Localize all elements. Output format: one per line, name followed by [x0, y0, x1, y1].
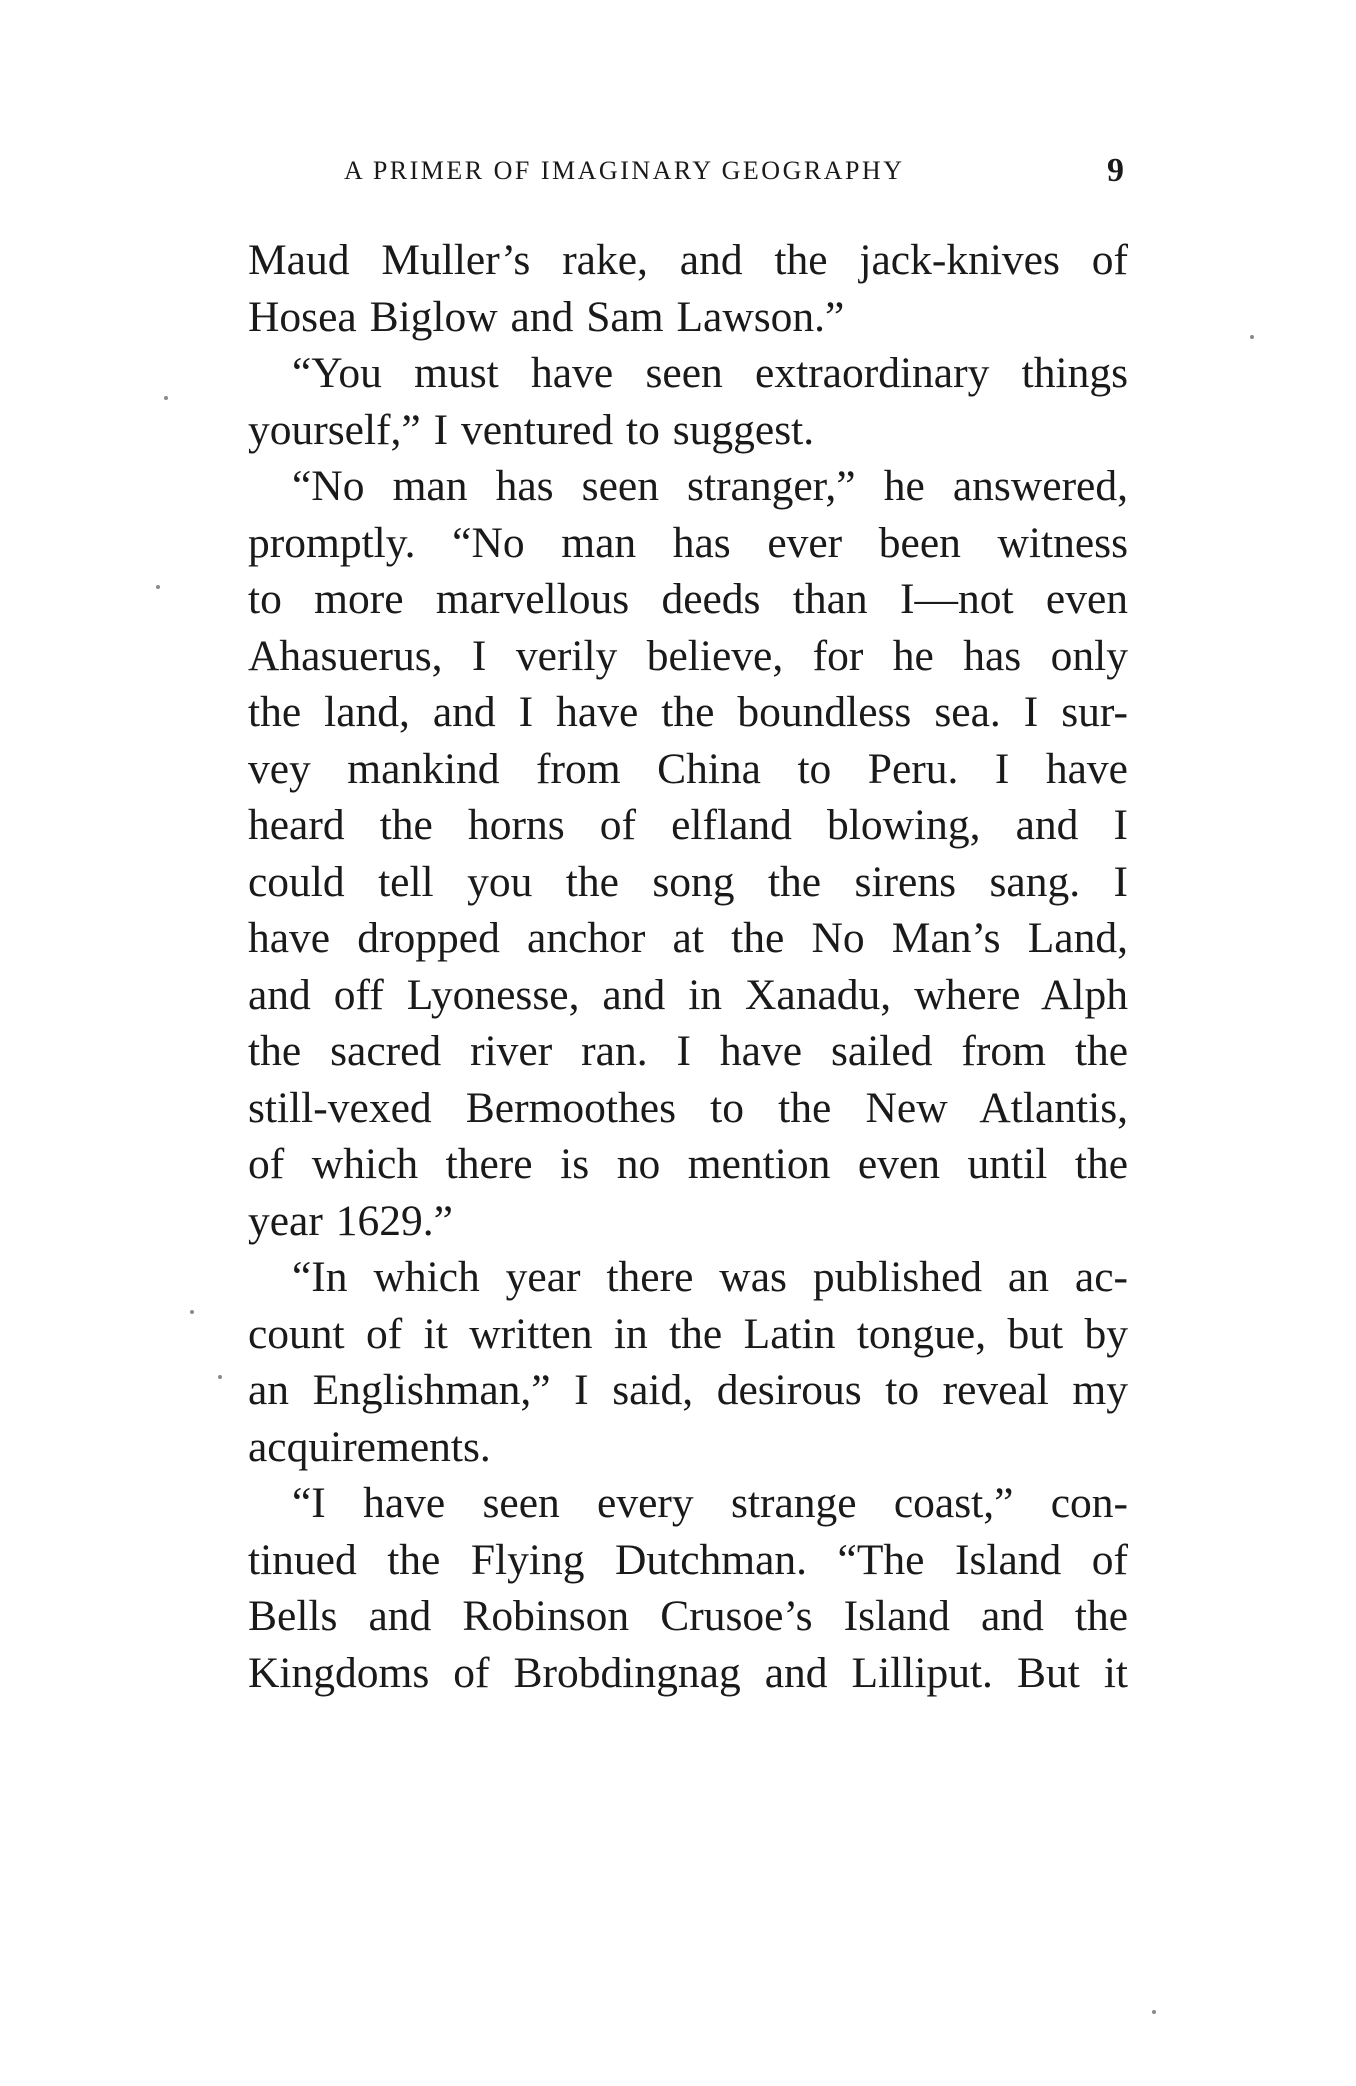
text-line: count of it written in the Latin tongue, but by: [248, 1309, 1128, 1358]
running-head: [248, 152, 1128, 196]
text-line: “I have seen every strange coast,” con-: [292, 1479, 1128, 1527]
text-line: Maud Muller’s rake, and the jack-knives of: [248, 236, 1128, 284]
page-number: 9: [1107, 152, 1124, 189]
text-line: Ahasuerus, I verily believe, for he has only: [248, 631, 1128, 680]
text-line: heard the horns of elfland blowing, and I: [248, 801, 1128, 849]
scan-speck: [218, 1375, 222, 1379]
text-line: “In which year there was published an ac-: [292, 1253, 1128, 1301]
text-line: year 1629.”: [248, 1196, 453, 1245]
text-line: “You must have seen extraordinary things: [292, 349, 1128, 397]
text-line: still-vexed Bermoothes to the New Atlantis,: [248, 1083, 1128, 1132]
text-line: acquirements.: [248, 1422, 491, 1471]
running-title: A PRIMER OF IMAGINARY GEOGRAPHY: [344, 156, 905, 185]
text-line: Bells and Robinson Crusoe’s Island and the: [248, 1592, 1128, 1640]
text-line: yourself,” I ventured to suggest.: [248, 405, 815, 454]
text-line: and off Lyonesse, and in Xanadu, where Alph: [248, 970, 1128, 1019]
scan-speck: [190, 1310, 194, 1314]
text-line: to more marvellous deeds than I—not even: [248, 575, 1128, 623]
body-text: [248, 232, 1128, 1701]
text-line: tinued the Flying Dutchman. “The Island of: [248, 1535, 1128, 1584]
text-line: have dropped anchor at the No Man’s Land,: [248, 914, 1128, 962]
scan-speck: [164, 396, 168, 400]
text-line: could tell you the song the sirens sang. I: [248, 857, 1128, 906]
text-line: the land, and I have the boundless sea. I sur-: [248, 688, 1128, 736]
scan-speck: [1152, 2010, 1156, 2014]
scan-speck: [156, 585, 160, 589]
text-line: the sacred river ran. I have sailed from the: [248, 1027, 1128, 1075]
text-line: Kingdoms of Brobdingnag and Lilliput. But it: [248, 1648, 1128, 1697]
scan-speck: [1250, 335, 1254, 339]
text-line: promptly. “No man has ever been witness: [248, 518, 1128, 567]
text-line: vey mankind from China to Peru. I have: [248, 744, 1128, 793]
text-line: an Englishman,” I said, desirous to reveal my: [248, 1366, 1128, 1414]
text-line: “No man has seen stranger,” he answered,: [292, 462, 1128, 510]
text-line: Hosea Biglow and Sam Lawson.”: [248, 292, 845, 341]
text-line: of which there is no mention even until the: [248, 1140, 1128, 1188]
